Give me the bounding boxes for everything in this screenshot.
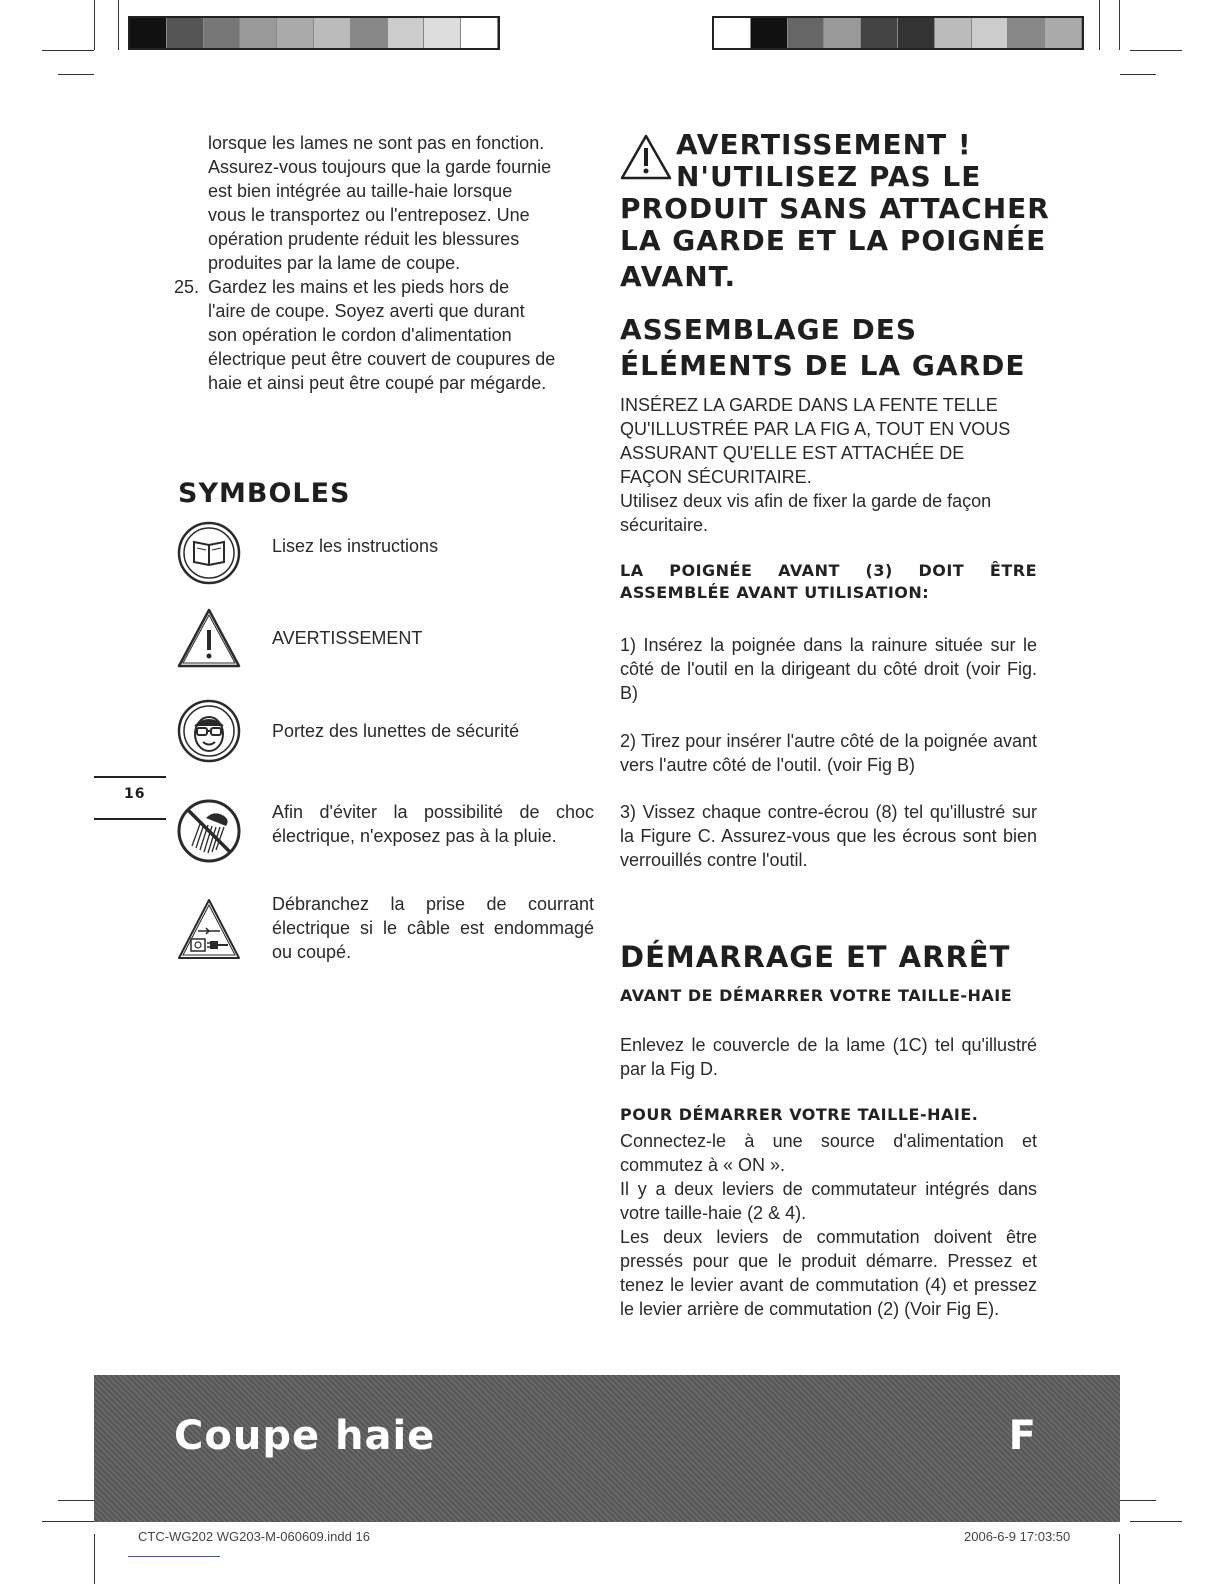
crop-mark bbox=[94, 0, 95, 50]
to-start-text bbox=[620, 1129, 1037, 1321]
text-line: Gardez les mains et les pieds hors de bbox=[208, 277, 510, 297]
step-2: 2) Tirez pour insérer l'autre côté de la poignée avant vers l'autre côté de l'outil. (voir Fig B) bbox=[620, 731, 1037, 775]
paragraph: Les deux leviers de commutation doivent être pressés pour que le produit démarre. Pressez et tenez le levier avant de commutation (4) et pressez le levier arrière de commutation (2) (Voir Fig E). bbox=[620, 1227, 1037, 1319]
warning-line: PRODUIT SANS ATTACHER bbox=[620, 192, 1050, 225]
warning-triangle-icon bbox=[620, 134, 672, 180]
symbol-text: Débranchez la prise de courrant électrique si le câble est endommagé ou coupé. bbox=[272, 894, 594, 962]
unplug-icon bbox=[176, 896, 242, 962]
text-line: ASSURANT QU'ELLE EST ATTACHÉE DE bbox=[620, 443, 965, 463]
footer-title: Coupe haie bbox=[174, 1413, 436, 1459]
crop-mark bbox=[58, 74, 94, 75]
warning-line: AVANT. bbox=[620, 260, 737, 293]
symbol-text: Lisez les instructions bbox=[272, 536, 439, 556]
paragraph: Connectez-le à une source d'alimentation et commutez à « ON ». bbox=[620, 1131, 1037, 1175]
page-number-rule bbox=[94, 818, 166, 820]
slug-timestamp: 2006-6-9 17:03:50 bbox=[964, 1529, 1071, 1544]
crop-mark bbox=[1130, 50, 1182, 51]
symbol-text: Portez des lunettes de sécurité bbox=[272, 721, 520, 741]
heading-line: ÉLÉMENTS DE LA GARDE bbox=[620, 349, 1026, 382]
symbols-heading: SYMBOLES bbox=[178, 478, 351, 509]
warning-line: N'UTILISEZ PAS LE bbox=[676, 160, 982, 193]
book-icon bbox=[176, 520, 242, 586]
slug-file: CTC-WG202 WG203-M-060609.indd 16 bbox=[138, 1529, 370, 1544]
text-line: son opération le cordon d'alimentation bbox=[208, 325, 512, 345]
text-line: opération prudente réduit les blessures bbox=[208, 229, 520, 249]
text-line: INSÉREZ LA GARDE DANS LA FENTE TELLE bbox=[620, 395, 998, 415]
crop-mark bbox=[1099, 0, 1100, 50]
crop-mark bbox=[42, 1521, 94, 1522]
assembly-instructions bbox=[620, 393, 1037, 537]
paragraph: Il y a deux leviers de commutateur intégrés dans votre taille-haie (2 & 4). bbox=[620, 1179, 1037, 1223]
heading-line: ASSEMBLAGE DES bbox=[620, 313, 917, 346]
before-start-subheading: AVANT DE DÉMARRER VOTRE TAILLE-HAIE bbox=[620, 986, 1013, 1005]
crop-mark bbox=[1119, 0, 1120, 50]
item-25-paragraph bbox=[208, 275, 593, 395]
color-calibration-bar bbox=[128, 16, 500, 50]
language-letter: F bbox=[1008, 1413, 1036, 1459]
step-3: 3) Vissez chaque contre-écrou (8) tel qu'illustré sur la Figure C. Assurez-vous que les écrous sont bien verrouillés contre l'outil. bbox=[620, 802, 1037, 870]
page-number: 16 bbox=[124, 786, 146, 802]
start-stop-heading: DÉMARRAGE ET ARRÊT bbox=[620, 940, 1011, 974]
warning-line: LA GARDE ET LA POIGNÉE bbox=[620, 224, 1047, 257]
text-line: électrique peut être couvert de coupures de bbox=[208, 349, 556, 369]
warning-triangle-icon bbox=[176, 606, 242, 672]
color-calibration-bar bbox=[712, 16, 1084, 50]
step-1: 1) Insérez la poignée dans la rainure située sur le côté de l'outil en la dirigeant du côté droit (voir Fig. B) bbox=[620, 635, 1037, 703]
crop-mark bbox=[1130, 1521, 1182, 1522]
page-number-rule bbox=[94, 776, 166, 778]
crop-mark bbox=[1120, 74, 1156, 75]
to-start-subheading: POUR DÉMARRER VOTRE TAILLE-HAIE. bbox=[620, 1105, 979, 1124]
crop-mark bbox=[118, 0, 119, 50]
continuation-paragraph bbox=[208, 131, 593, 275]
text-line: haie et ainsi peut être coupé par mégarde. bbox=[208, 373, 547, 393]
text-line: FAÇON SÉCURITAIRE. bbox=[620, 467, 812, 487]
crop-mark bbox=[1119, 1534, 1120, 1584]
crop-mark bbox=[42, 50, 94, 51]
handle-subheading: LA POIGNÉE AVANT (3) DOIT ÊTRE ASSEMBLÉE AVANT UTILISATION: bbox=[620, 561, 1037, 602]
slug-underline bbox=[128, 1556, 220, 1557]
text-line: Assurez-vous toujours que la garde fournie bbox=[208, 157, 552, 177]
crop-mark bbox=[94, 1534, 95, 1584]
crop-mark bbox=[58, 1500, 94, 1501]
text-line: produites par la lame de coupe. bbox=[208, 253, 461, 273]
before-start-text: Enlevez le couvercle de la lame (1C) tel qu'illustré par la Fig D. bbox=[620, 1035, 1037, 1079]
footer-band bbox=[94, 1375, 1120, 1522]
item-number: 25. bbox=[174, 277, 200, 297]
warning-line: AVERTISSEMENT ! bbox=[676, 128, 972, 161]
text-line: QU'ILLUSTRÉE PAR LA FIG A, TOUT EN VOUS bbox=[620, 419, 1011, 439]
crop-mark bbox=[1120, 1500, 1156, 1501]
no-rain-icon bbox=[176, 798, 242, 864]
safety-glasses-icon bbox=[176, 698, 242, 764]
text-line: l'aire de coupe. Soyez averti que durant bbox=[208, 301, 525, 321]
symbol-text: Afin d'éviter la possibilité de choc électrique, n'exposez pas à la pluie. bbox=[272, 802, 594, 846]
symbol-text: AVERTISSEMENT bbox=[272, 628, 423, 648]
text-line: est bien intégrée au taille-haie lorsque bbox=[208, 181, 513, 201]
text-line: lorsque les lames ne sont pas en fonction. bbox=[208, 133, 545, 153]
text-line: vous le transportez ou l'entreposez. Une bbox=[208, 205, 530, 225]
text-line: Utilisez deux vis afin de fixer la garde de façon sécuritaire. bbox=[620, 491, 992, 535]
